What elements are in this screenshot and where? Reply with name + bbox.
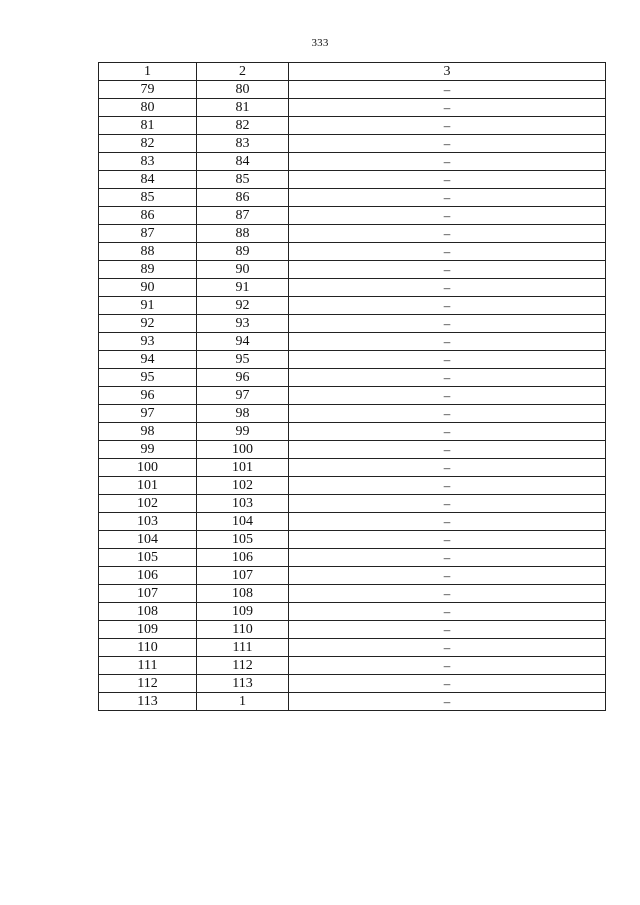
- data-table: [98, 62, 606, 711]
- table-cell-col-1: 85: [99, 189, 197, 207]
- table-cell-col-3: –: [289, 243, 606, 261]
- table-row: [99, 351, 606, 369]
- table-cell-col-1: 84: [99, 171, 197, 189]
- table-cell-col-1: 106: [99, 567, 197, 585]
- table-cell-col-1: 99: [99, 441, 197, 459]
- table-cell-col-3: –: [289, 387, 606, 405]
- table-cell-col-3: –: [289, 153, 606, 171]
- table-cell-col-1: 89: [99, 261, 197, 279]
- header-row: [99, 63, 606, 81]
- table-cell-col-3: –: [289, 657, 606, 675]
- table-cell-col-1: 111: [99, 657, 197, 675]
- table-cell-col-2: 83: [197, 135, 289, 153]
- table-cell-col-1: 102: [99, 495, 197, 513]
- table-cell-col-2: 108: [197, 585, 289, 603]
- table-cell-col-3: –: [289, 351, 606, 369]
- table-row: [99, 99, 606, 117]
- table-cell-col-1: 79: [99, 81, 197, 99]
- data-table-container: [98, 62, 605, 711]
- table-row: [99, 225, 606, 243]
- table-cell-col-1: 109: [99, 621, 197, 639]
- table-cell-col-2: 109: [197, 603, 289, 621]
- table-row: [99, 585, 606, 603]
- table-cell-col-1: 83: [99, 153, 197, 171]
- table-cell-col-1: 105: [99, 549, 197, 567]
- table-cell-col-3: –: [289, 639, 606, 657]
- table-row: [99, 81, 606, 99]
- table-row: [99, 531, 606, 549]
- table-cell-col-3: –: [289, 549, 606, 567]
- table-cell-col-2: 94: [197, 333, 289, 351]
- table-cell-col-3: –: [289, 297, 606, 315]
- table-cell-col-2: 85: [197, 171, 289, 189]
- table-cell-col-3: –: [289, 495, 606, 513]
- table-cell-col-1: 80: [99, 99, 197, 117]
- table-row: [99, 279, 606, 297]
- table-cell-col-3: –: [289, 585, 606, 603]
- table-row: [99, 315, 606, 333]
- table-cell-col-2: 82: [197, 117, 289, 135]
- table-cell-col-1: 100: [99, 459, 197, 477]
- table-cell-col-2: 95: [197, 351, 289, 369]
- table-header: [99, 63, 606, 81]
- table-body: [99, 81, 606, 711]
- column-header-3: 3: [289, 63, 606, 81]
- table-cell-col-2: 96: [197, 369, 289, 387]
- table-cell-col-2: 91: [197, 279, 289, 297]
- table-row: [99, 261, 606, 279]
- table-cell-col-2: 106: [197, 549, 289, 567]
- table-cell-col-1: 92: [99, 315, 197, 333]
- table-cell-col-3: –: [289, 99, 606, 117]
- table-cell-col-1: 90: [99, 279, 197, 297]
- table-cell-col-3: –: [289, 423, 606, 441]
- table-cell-col-1: 88: [99, 243, 197, 261]
- table-cell-col-3: –: [289, 369, 606, 387]
- table-cell-col-1: 97: [99, 405, 197, 423]
- table-row: [99, 117, 606, 135]
- table-row: [99, 387, 606, 405]
- table-cell-col-2: 84: [197, 153, 289, 171]
- table-cell-col-1: 93: [99, 333, 197, 351]
- table-row: [99, 189, 606, 207]
- table-cell-col-2: 105: [197, 531, 289, 549]
- table-row: [99, 459, 606, 477]
- table-row: [99, 153, 606, 171]
- table-cell-col-3: –: [289, 261, 606, 279]
- table-row: [99, 549, 606, 567]
- table-cell-col-2: 112: [197, 657, 289, 675]
- table-cell-col-2: 107: [197, 567, 289, 585]
- table-row: [99, 675, 606, 693]
- table-cell-col-3: –: [289, 477, 606, 495]
- table-cell-col-3: –: [289, 675, 606, 693]
- table-row: [99, 369, 606, 387]
- table-row: [99, 477, 606, 495]
- table-row: [99, 693, 606, 711]
- table-cell-col-1: 108: [99, 603, 197, 621]
- table-cell-col-2: 110: [197, 621, 289, 639]
- table-row: [99, 333, 606, 351]
- table-cell-col-1: 91: [99, 297, 197, 315]
- table-cell-col-2: 92: [197, 297, 289, 315]
- table-cell-col-2: 98: [197, 405, 289, 423]
- table-row: [99, 603, 606, 621]
- column-header-2: 2: [197, 63, 289, 81]
- table-cell-col-1: 103: [99, 513, 197, 531]
- table-cell-col-2: 87: [197, 207, 289, 225]
- table-cell-col-1: 81: [99, 117, 197, 135]
- page-number: 333: [311, 37, 329, 49]
- table-cell-col-2: 80: [197, 81, 289, 99]
- table-cell-col-2: 102: [197, 477, 289, 495]
- table-cell-col-3: –: [289, 693, 606, 711]
- table-row: [99, 423, 606, 441]
- table-cell-col-3: –: [289, 117, 606, 135]
- table-row: [99, 405, 606, 423]
- table-cell-col-3: –: [289, 135, 606, 153]
- table-cell-col-1: 110: [99, 639, 197, 657]
- table-cell-col-1: 107: [99, 585, 197, 603]
- table-cell-col-1: 96: [99, 387, 197, 405]
- table-cell-col-3: –: [289, 189, 606, 207]
- table-cell-col-2: 88: [197, 225, 289, 243]
- table-cell-col-3: –: [289, 315, 606, 333]
- table-cell-col-2: 101: [197, 459, 289, 477]
- table-row: [99, 207, 606, 225]
- table-cell-col-1: 98: [99, 423, 197, 441]
- table-cell-col-2: 93: [197, 315, 289, 333]
- table-cell-col-3: –: [289, 171, 606, 189]
- table-cell-col-2: 104: [197, 513, 289, 531]
- table-row: [99, 639, 606, 657]
- table-cell-col-3: –: [289, 513, 606, 531]
- table-cell-col-3: –: [289, 405, 606, 423]
- table-cell-col-1: 101: [99, 477, 197, 495]
- table-cell-col-3: –: [289, 441, 606, 459]
- table-row: [99, 495, 606, 513]
- column-header-1: 1: [99, 63, 197, 81]
- table-cell-col-3: –: [289, 279, 606, 297]
- table-cell-col-2: 1: [197, 693, 289, 711]
- table-cell-col-3: –: [289, 81, 606, 99]
- table-cell-col-3: –: [289, 621, 606, 639]
- table-row: [99, 441, 606, 459]
- table-cell-col-2: 113: [197, 675, 289, 693]
- table-row: [99, 297, 606, 315]
- table-row: [99, 243, 606, 261]
- table-cell-col-2: 81: [197, 99, 289, 117]
- table-cell-col-2: 100: [197, 441, 289, 459]
- table-cell-col-2: 99: [197, 423, 289, 441]
- table-cell-col-1: 82: [99, 135, 197, 153]
- table-row: [99, 567, 606, 585]
- table-row: [99, 171, 606, 189]
- table-cell-col-1: 113: [99, 693, 197, 711]
- table-cell-col-2: 97: [197, 387, 289, 405]
- table-row: [99, 621, 606, 639]
- table-cell-col-1: 86: [99, 207, 197, 225]
- table-cell-col-3: –: [289, 567, 606, 585]
- table-cell-col-2: 89: [197, 243, 289, 261]
- table-cell-col-1: 112: [99, 675, 197, 693]
- table-cell-col-2: 111: [197, 639, 289, 657]
- table-cell-col-3: –: [289, 207, 606, 225]
- table-cell-col-3: –: [289, 459, 606, 477]
- table-cell-col-1: 87: [99, 225, 197, 243]
- table-cell-col-2: 103: [197, 495, 289, 513]
- table-cell-col-2: 90: [197, 261, 289, 279]
- table-cell-col-1: 104: [99, 531, 197, 549]
- table-cell-col-3: –: [289, 225, 606, 243]
- table-cell-col-3: –: [289, 603, 606, 621]
- table-cell-col-2: 86: [197, 189, 289, 207]
- table-cell-col-3: –: [289, 531, 606, 549]
- table-cell-col-1: 95: [99, 369, 197, 387]
- table-row: [99, 135, 606, 153]
- table-row: [99, 657, 606, 675]
- table-cell-col-3: –: [289, 333, 606, 351]
- table-row: [99, 513, 606, 531]
- table-cell-col-1: 94: [99, 351, 197, 369]
